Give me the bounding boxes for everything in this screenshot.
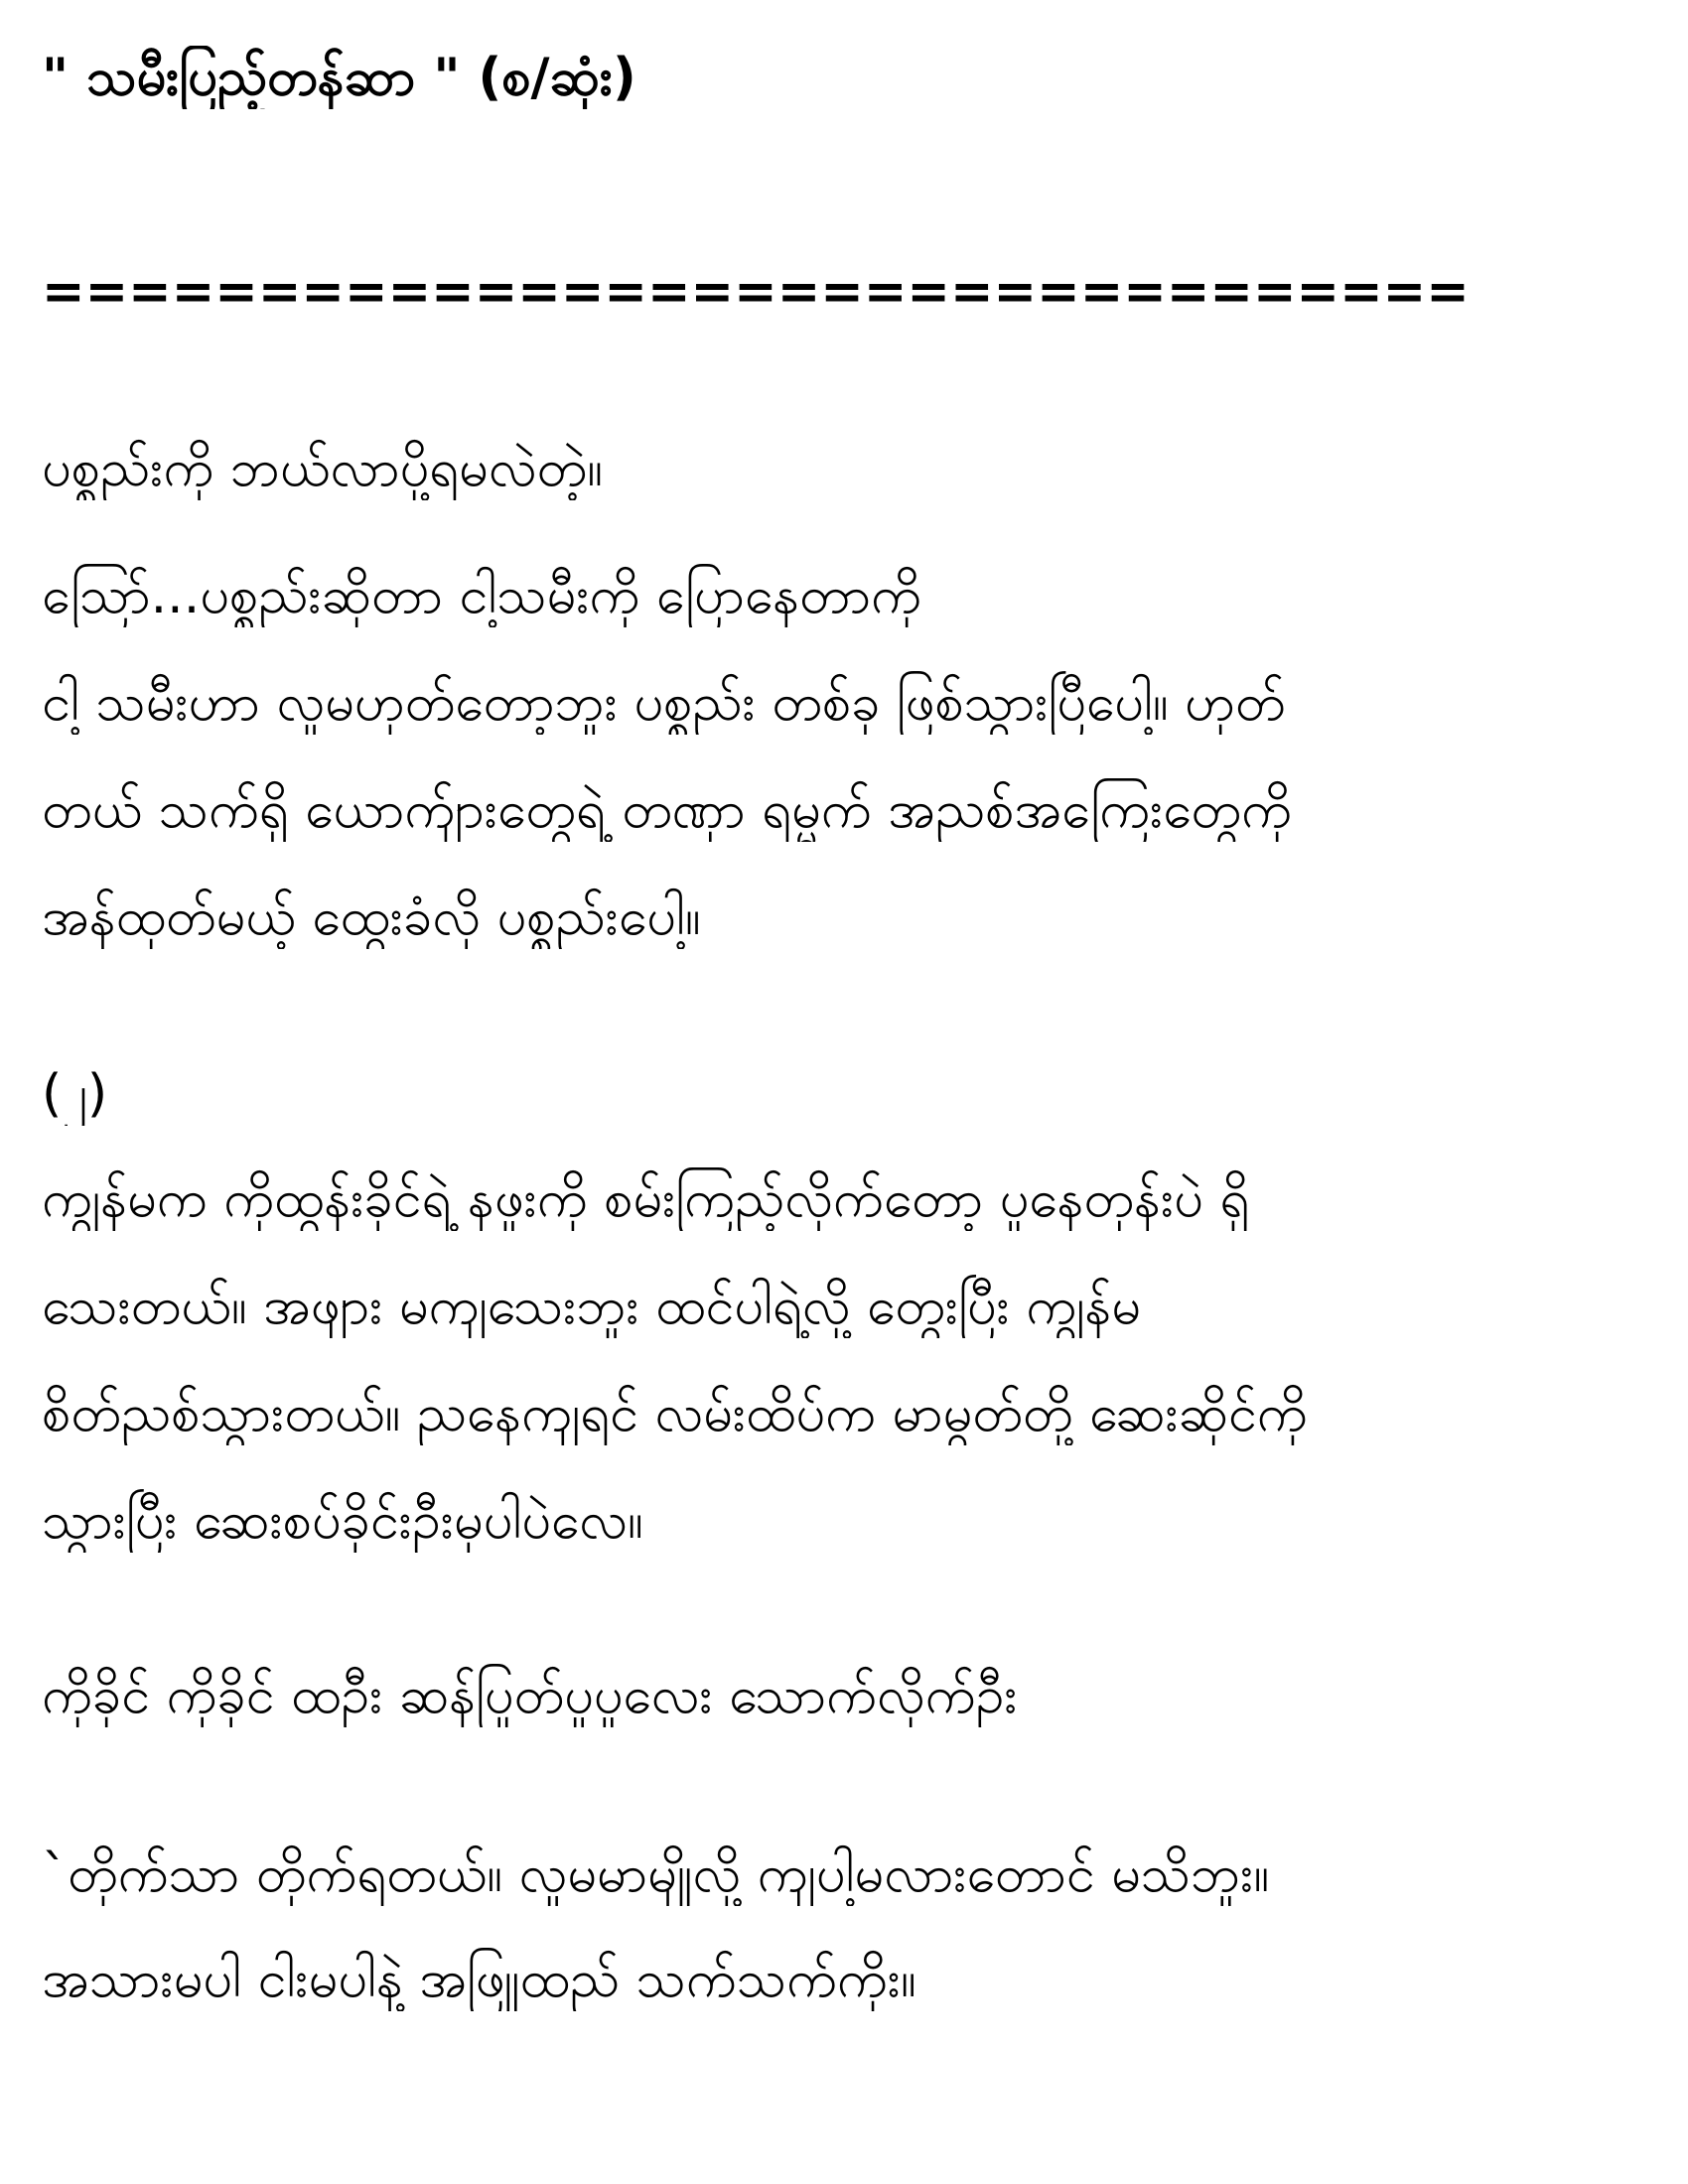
paragraph-line: ငါ့ သမီးဟာ လူမဟုတ်တော့ဘူး ပစ္စည်း တစ်ခု ဖြစ်သွားပြီပေါ့။ ဟုတ်: [42, 673, 1286, 733]
paragraph-line: အန်ထုတ်မယ့် ထွေးခံလို ပစ္စည်းပေါ့။: [42, 887, 701, 947]
paragraph-line: သွားပြီး ဆေးစပ်ခိုင်းဦးမှပါပဲလေ။: [42, 1491, 643, 1551]
paragraph-line: စိတ်ညစ်သွားတယ်။ ညနေကျရင် လမ်းထိပ်က မာမွတ်တို့ ဆေးဆိုင်ကို: [42, 1384, 1308, 1443]
dialogue-line: ကိုခိုင် ကိုခိုင် ထဦး ဆန်ပြုတ်ပူပူလေး သောက်လိုက်ဦး: [42, 1666, 1018, 1725]
paragraph-line: ကျွန်မက ကိုထွန်းခိုင်ရဲ့ နဖူးကို စမ်းကြည့်လိုက်တော့ ပူနေတုန်းပဲ ရှိ: [42, 1169, 1250, 1229]
paragraph-line: သြော်...ပစ္စည်းဆိုတာ ငါ့သမီးကို ပြောနေတာကို: [42, 566, 921, 625]
paragraph-line: အသားမပါ ငါးမပါနဲ့ အဖြူထည် သက်သက်ကိုး။: [42, 1950, 916, 2009]
paragraph-line: `တိုက်သာ တိုက်ရတယ်။ လူမမာမျိုလို့ ကျပါ့မလားတောင် မသိဘူး။: [42, 1844, 1270, 1904]
document-title: " သမီးပြည့်တန်ဆာ " (စ/ဆုံး): [42, 48, 636, 107]
paragraph-line: ပစ္စည်းကို ဘယ်လာပို့ရမလဲတဲ့။: [42, 439, 603, 498]
section-number: (၂): [42, 1064, 108, 1124]
paragraph-line: တယ် သက်ရှိ ယောက်ျားတွေရဲ့ တဏှာ ရမ္မက် အညစ်အကြေးတွေကို: [42, 780, 1292, 840]
section-divider: =================================: [42, 262, 1470, 322]
paragraph-line: သေးတယ်။ အဖျား မကျသေးဘူး ထင်ပါရဲ့လို့ တွေးပြီး ကျွန်မ: [42, 1277, 1141, 1336]
